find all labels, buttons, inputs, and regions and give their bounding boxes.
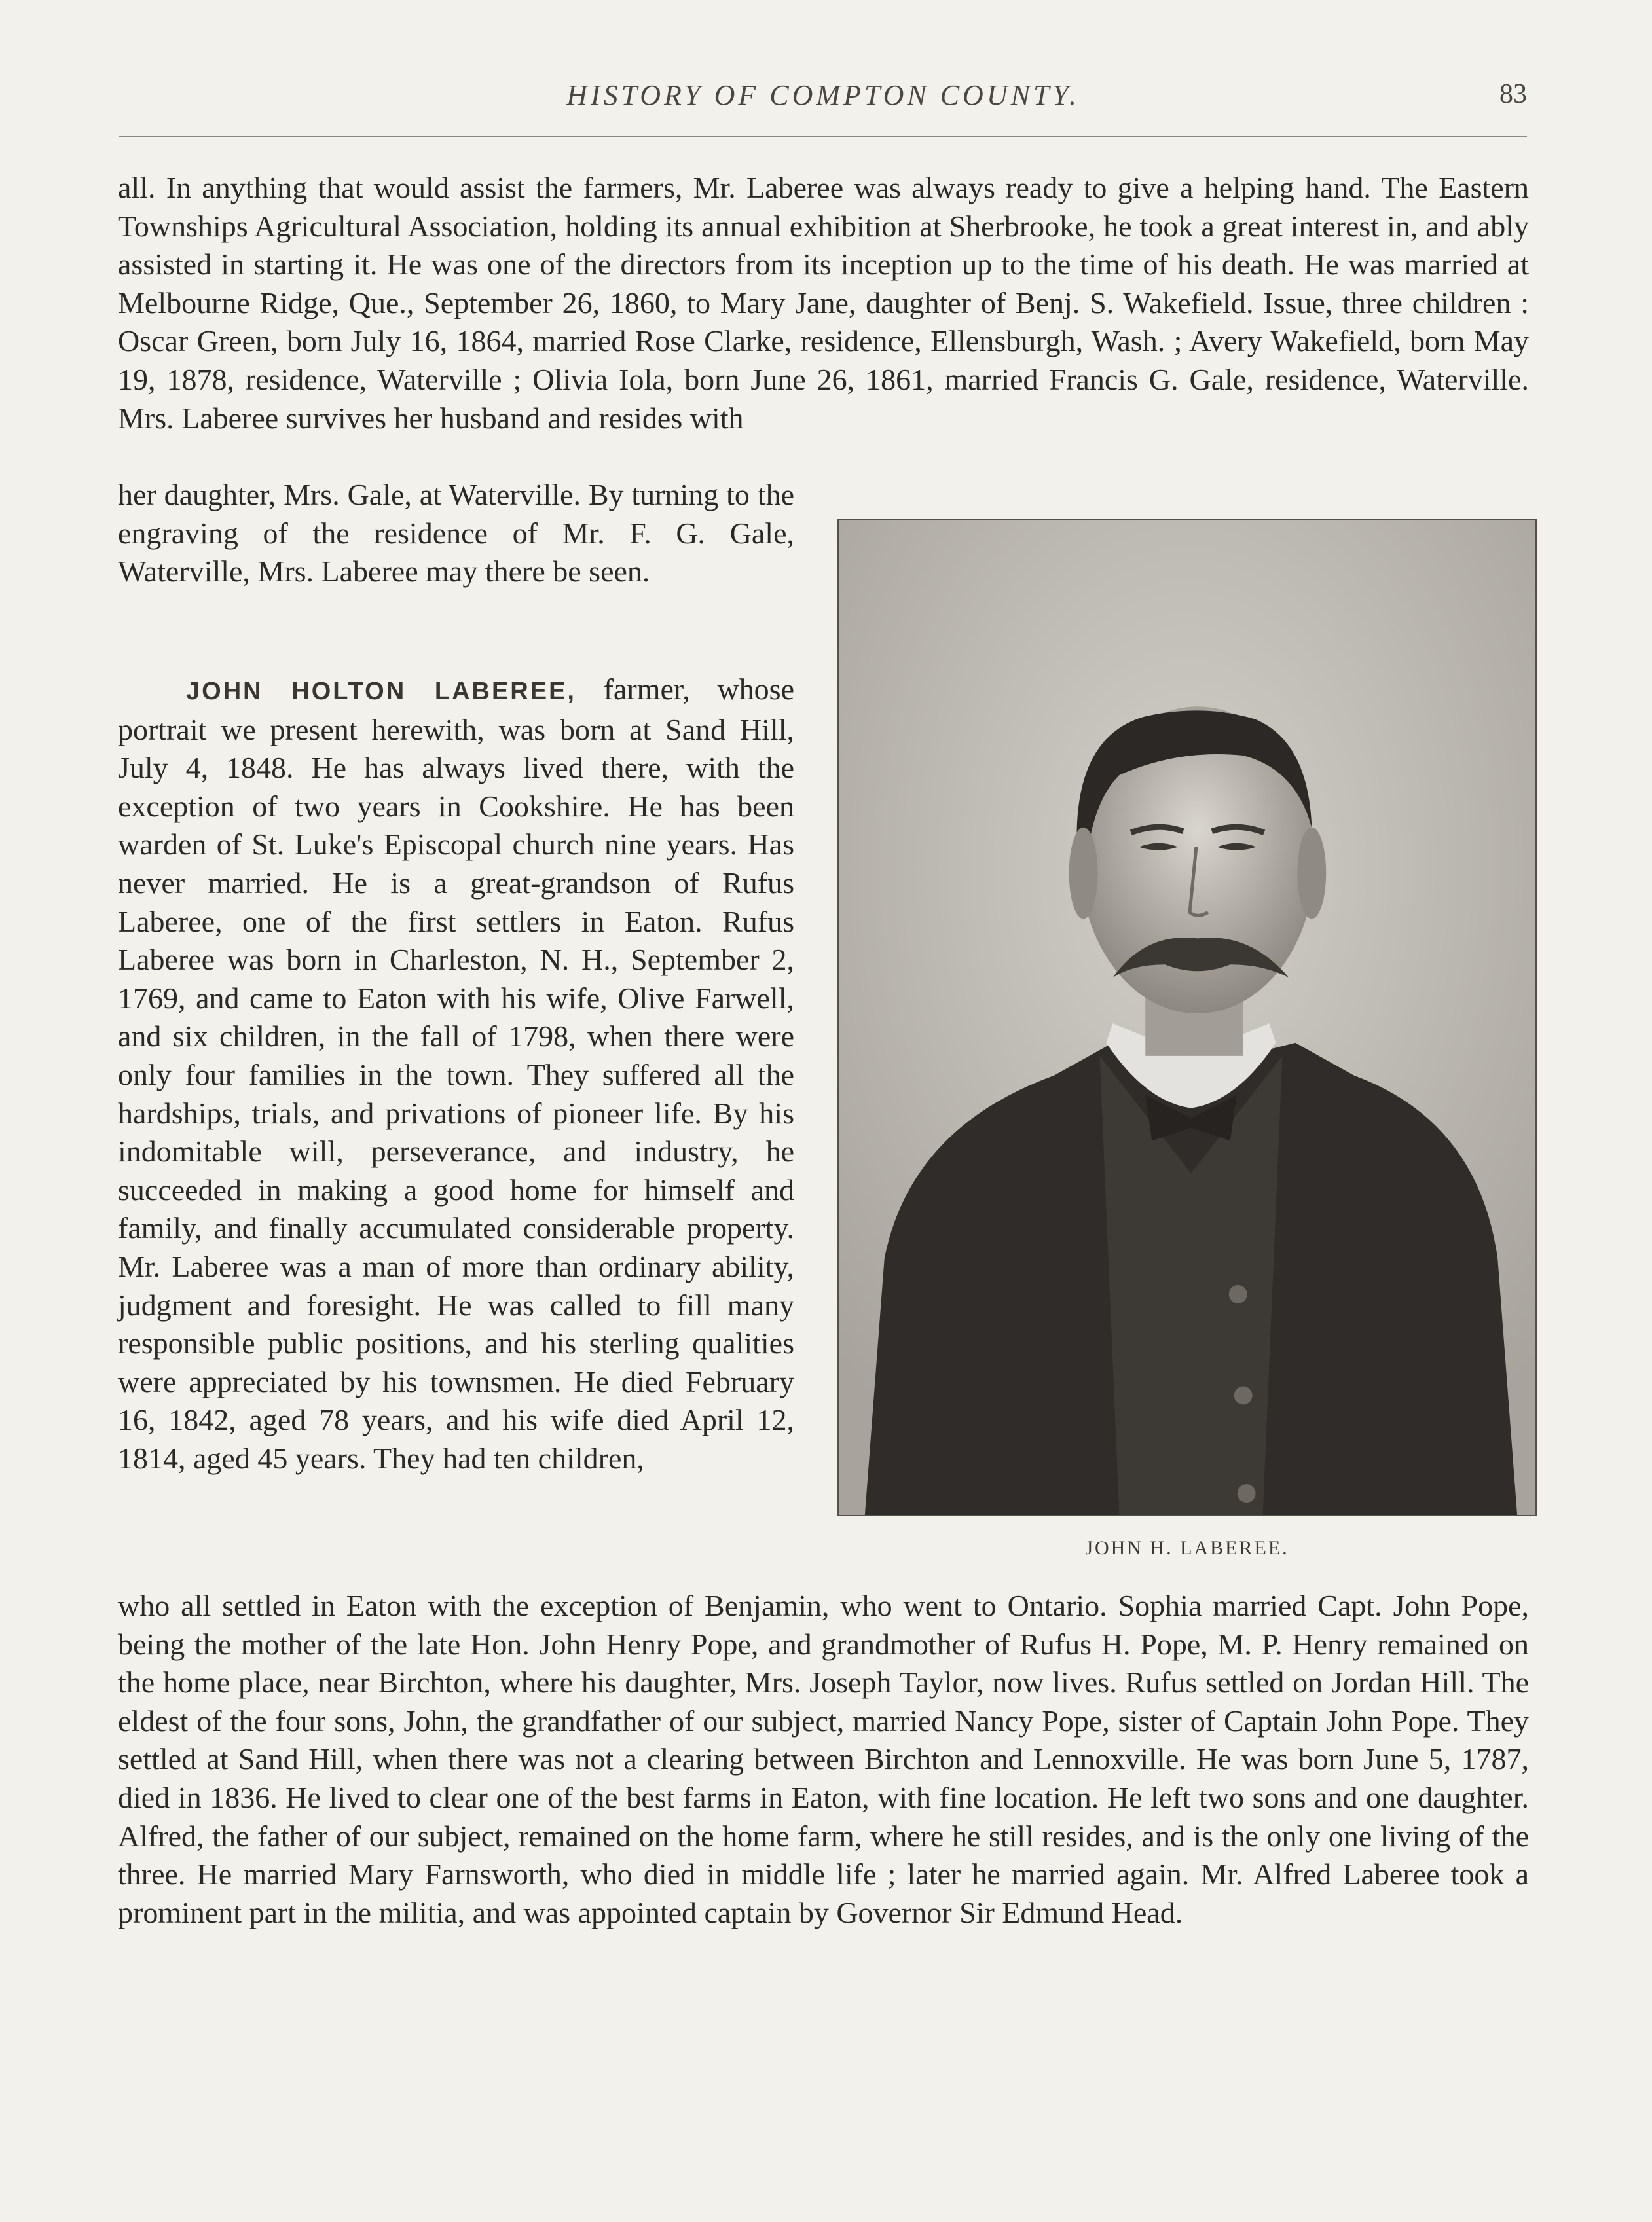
paragraph-2-body	[118, 670, 794, 1478]
paragraph-1-cont-text: her daughter, Mrs. Gale, at Waterville. By turning to the engraving of the residence of Mr. F. G. Gale, Waterville, Mrs. Laberee may there be seen.	[118, 478, 794, 589]
portrait-caption: JOHN H. LABEREE.	[1085, 1537, 1289, 1559]
portrait-illustration	[839, 520, 1535, 1515]
header-rule	[119, 136, 1527, 137]
paragraph-gale-residence	[118, 476, 794, 591]
paragraph-2-cont-text: who all settled in Eaton with the exception of Benjamin, who went to Ontario. Sophia married Capt. John Pope, being the mother of the late Hon. John Henry Pope, and grandmother of Rufus H. Pope, M. P. Henry remained on the home place, near Birchton, where his daughter, Mrs. Joseph Taylor, now lives. Rufus settled on Jordan Hill. The eldest of the four sons, John, the grandfather of our subject, married Nancy Pope, sister of Captain John Pope. They settled at Sand Hill, when there was not a clearing between Birchton and Lennoxville. He was born June 5, 1787, died in 1836. He lived to clear one of the best farms in Eaton, with fine location. He left two sons and one daughter. Alfred, the father of our subject, remained on the home farm, where he still resides, and is the only one living of the three. He married Mary Farnsworth, who died in middle life ; later he married again. Mr. Alfred Laberee took a prominent part in the militia, and was appointed captain by Governor Sir Edmund Head.	[118, 1589, 1529, 1929]
paragraph-john-holton-laberee	[118, 670, 794, 1478]
running-title: HISTORY OF COMPTON COUNTY.	[566, 79, 1080, 111]
page-number: 83	[1499, 79, 1527, 109]
subject-name: JOHN HOLTON LABEREE,	[186, 678, 576, 705]
page-header	[119, 79, 1527, 131]
portrait-photograph	[837, 519, 1537, 1516]
paragraph-family-history	[118, 1587, 1529, 1932]
paragraph-2-text: farmer, whose portrait we present herewith, was born at Sand Hill, July 4, 1848. He has always lived there, with the exception of two years in Cookshire. He has been warden of St. Luke's Episcopal church nine years. Has never married. He is a great-grandson of Rufus Laberee, one of the first settlers in Eaton. Rufus Laberee was born in Charleston, N. H., September 2, 1769, and came to Eaton with his wife, Olive Farwell, and six children, in the fall of 1798, when there were only four families in the town. They suffered all the hardships, trials, and privations of pioneer life. By his indomitable will, perseverance, and industry, he succeeded in making a good home for himself and family, and finally accumulated considerable property. Mr. Laberee was a man of more than ordinary ability, judgment and foresight. He was called to fill many responsible public positions, and his sterling qualities were appreciated by his townsmen. He died February 16, 1842, aged 78 years, and his wife died April 12, 1814, aged 45 years. They had ten children,	[118, 672, 794, 1475]
paragraph-1-text: all. In anything that would assist the farmers, Mr. Laberee was always ready to give a helping hand. The Eastern Townships Agricultural Association, holding its annual exhibition at Sherbrooke, he took a great interest in, and ably assisted in starting it. He was one of the directors from its inception up to the time of his death. He was married at Melbourne Ridge, Que., September 26, 1860, to Mary Jane, daughter of Benj. S. Wakefield. Issue, three children : Oscar Green, born July 16, 1864, married Rose Clarke, residence, Ellensburgh, Wash. ; Avery Wakefield, born May 19, 1878, residence, Waterville ; Olivia Iola, born June 26, 1861, married Francis G. Gale, residence, Waterville. Mrs. Laberee survives her husband and resides with	[118, 171, 1529, 435]
paragraph-laberee-family	[118, 169, 1529, 437]
